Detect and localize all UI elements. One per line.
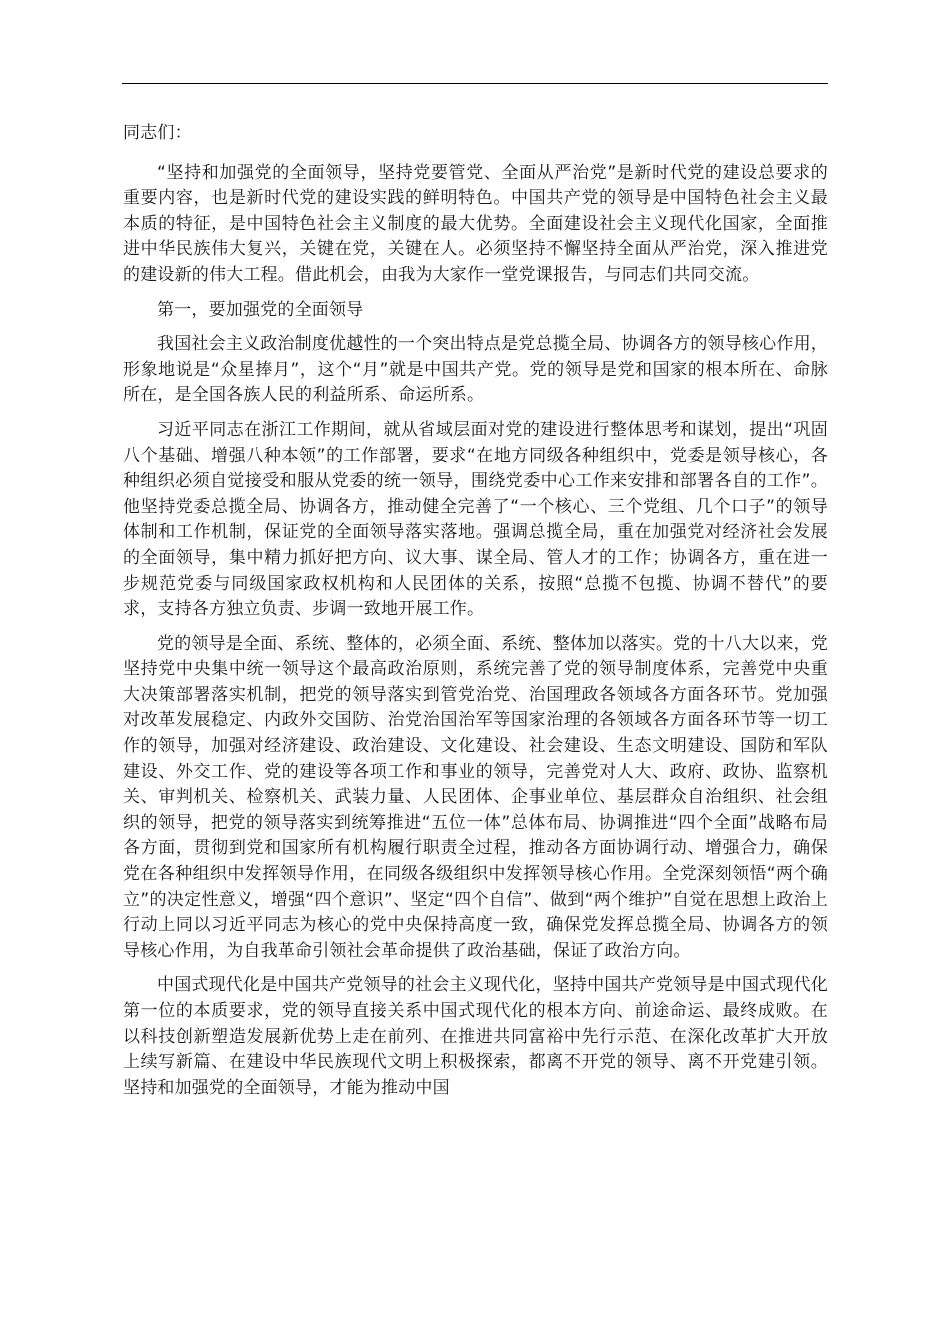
- header-rule: [122, 83, 828, 84]
- paragraph-intro: “坚持和加强党的全面领导，坚持党要管党、全面从严治党”是新时代党的建设总要求的重要内容，也是新时代党的建设实践的鲜明特色。中国共产党的领导是中国特色社会主义最本质的特征，是中国特色社会主义制度的最大优势。全面建设社会主义现代化国家，全面推进中华民族伟大复兴，关键在党，关键在人。必须坚持不懈坚持全面从严治党，深入推进党的建设新的伟大工程。借此机会，由我为大家作一堂党课报告，与同志们共同交流。: [123, 162, 828, 285]
- document-body: [123, 121, 828, 1110]
- section-heading: 第一，要加强党的全面领导: [157, 299, 364, 320]
- paragraph: 我国社会主义政治制度优越性的一个突出特点是党总揽全局、协调各方的领导核心作用，形象地说是“众星捧月”，这个“月”就是中国共产党。党的领导是党和国家的根本所在、命脉所在，是全国各族人民的利益所系、命运所系。: [123, 334, 828, 406]
- paragraph: 党的领导是全面、系统、整体的，必须全面、系统、整体加以落实。党的十八大以来，党坚持党中央集中统一领导这个最高政治原则，系统完善了党的领导制度体系，完善党中央重大决策部署落实机制，把党的领导落实到管党治党、治国理政各领域各方面各环节。党加强对改革发展稳定、内政外交国防、治党治国治军等国家治理的各领域各方面各环节等一切工作的领导，加强对经济建设、政治建设、文化建设、社会建设、生态文明建设、国防和军队建设、外交工作、党的建设等各项工作和事业的领导，完善党对人大、政府、政协、监察机关、审判机关、检察机关、武装力量、人民团体、企事业单位、基层群众自治组织、社会组织的领导，把党的领导落实到统筹推进“五位一体”总体布局、协调推进“四个全面”战略布局各方面，贯彻到党和国家所有机构履行职责全过程，推动各方面协调行动、增强合力，确保党在各种组织中发挥领导作用，在同级各级组织中发挥领导核心作用。全党深刻领悟“两个确立”的决定性意义，增强“四个意识”、坚定“四个自信”、做到“两个维护”自觉在思想上政治上行动上同以习近平同志为核心的党中央保持高度一致，确保党发挥总揽全局、协调各方的领导核心作用，为自我革命引领社会革命提供了政治基础，保证了政治方向。: [123, 633, 828, 961]
- greeting: 同志们：: [123, 123, 192, 143]
- paragraph: 习近平同志在浙江工作期间，就从省域层面对党的建设进行整体思考和谋划，提出“巩固八个基础、增强八种本领”的工作部署，要求“在地方同级各种组织中，党委是领导核心，各种组织必须自觉接受和服从党委的统一领导，围绕党委中心工作来安排和部署各自的工作”。他坚持党委总揽全局、协调各方，推动健全完善了“一个核心、三个党组、几个口子”的领导体制和工作机制，保证党的全面领导落实落地。强调总揽全局，重在加强党对经济社会发展的全面领导，集中精力抓好把方向、议大事、谋全局、管人才的工作；协调各方，重在进一步规范党委与同级国家政权机构和人民团体的关系，按照“总揽不包揽、协调不替代”的要求，支持各方独立负责、步调一致地开展工作。: [123, 419, 828, 620]
- paragraph: 中国式现代化是中国共产党领导的社会主义现代化，坚持中国共产党领导是中国式现代化第一位的本质要求，党的领导直接关系中国式现代化的根本方向、前途命运、最终成败。在以科技创新塑造发展新优势上走在前列、在推进共同富裕中先行示范、在深化改革扩大开放上续写新篇、在建设中华民族现代文明上积极探索，都离不开党的领导、离不开党建引领。坚持和加强党的全面领导，才能为推动中国: [123, 975, 828, 1098]
